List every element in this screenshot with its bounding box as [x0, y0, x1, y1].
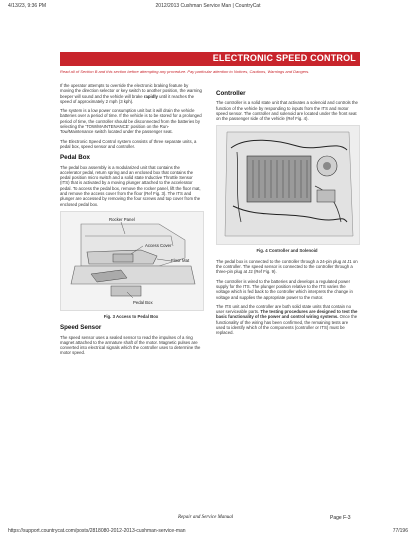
override-paragraph: [60, 83, 202, 104]
override-bold: rapidly: [143, 93, 158, 99]
figure-4-caption: Fig. 4 Controller and Solenoid: [256, 248, 318, 254]
figure-4-controller: [216, 125, 360, 245]
wiring-paragraph: The controller is wired to the batteries and develops a regulated power supply for the ITS. The plunger position relative to the ITS varies the voltage which is fed back to the controller which interprets the change in voltage and supplies the appropriate power to the motor.: [216, 278, 353, 300]
browser-url: https://support.countrycat.com/posts/2818080-2012-2013-cushman-service-man: [8, 528, 186, 534]
controller-solenoid-illustration: [217, 126, 359, 244]
system-paragraph: The Electronic Speed Control system consists of three separate units, a pedal box, speed sensor and controller.: [60, 138, 197, 149]
section-warning: Read all of Section B and this section before attempting any procedure. Pay particular attention to Notices, Cautions, Warnings and Dangers.: [60, 69, 310, 74]
banner-rule: [60, 65, 360, 66]
figure-3-caption: Fig. 3 Access to Pedal Box: [103, 313, 159, 319]
label-access-cover: Access Cover: [145, 242, 172, 248]
manual-title-footer: Repair and Service Manual: [178, 515, 234, 520]
section-title-banner: ELECTRONIC SPEED CONTROL: [60, 52, 360, 65]
pedal-box-illustration: [61, 212, 203, 310]
browser-page-count: 77/196: [392, 528, 408, 534]
figure-3-pedal-box: [60, 211, 204, 311]
label-pedal-box: Pedal Box: [133, 299, 153, 305]
browser-datetime: 4/13/23, 9:36 PM: [8, 3, 47, 9]
speed-sensor-heading: Speed Sensor: [60, 324, 102, 332]
testing-text-b: Once the functionality of the wiring has been confirmed, the remaining tests are used to identify which of the components (controller or ITS) must be replaced.: [216, 314, 358, 336]
pedal-box-heading: Pedal Box: [60, 154, 90, 162]
controller-heading: Controller: [216, 90, 246, 97]
testing-paragraph: [216, 304, 358, 336]
browser-page-title: 2012/2013 Cushman Service Man | CountryCat: [155, 3, 261, 9]
testing-text-a: The ITS unit and the controller are both solid state units that contain no user serviceable parts.: [216, 303, 351, 315]
pedal-box-paragraph: The pedal box assembly is a modularized unit that contains the accelerator pedal, return spring and an enclosed box that contains the pedal position micro switch and a solid state Inductive Throttle Sensor (ITS) that is activated by a moving plunger attached to the accelerator pedal. To access the pedal box, remove the rocker panel, lift the floor mat, and remove the access cover from the floor (Ref Fig. 3). The ITS and plunger are accessed by removing the four screws and top cover from the enclosed pedal box.: [60, 164, 201, 207]
label-rocker-panel: Rocker Panel: [109, 216, 135, 222]
override-text-b: until it reaches the speed of approximately 2 mph (3 kph).: [60, 93, 195, 104]
right-column: [216, 83, 358, 340]
connection-paragraph: The pedal box is connected to the controller through a 24-pin plug at J1 on the controller. The speed sensor is connected to the controller through a three-pin plug at J2 (Ref Fig. 9).: [216, 258, 358, 275]
controller-paragraph: The controller is a solid state unit that activates a solenoid and controls the function of the vehicle by responding to inputs from the ITS and motor speed sensor. The controller and solenoid are located under the front seat on the passenger side of the vehicle (Ref Fig. 4).: [216, 100, 358, 122]
label-floor-mat: Floor Mat: [171, 257, 190, 263]
override-text-a: If the operator attempts to override the electronic braking feature by moving the direction selector or key switch to another position, the warning beeper will sound and the vehicle will brake: [60, 83, 202, 99]
left-column: [60, 83, 202, 360]
testing-bold: The testing procedures are designed to test the basic functionality of the power and control wiring systems.: [216, 309, 358, 320]
speed-sensor-paragraph: The speed sensor uses a sealed sensor to read the impulses of a ring magnet attached to the armature shaft of the motor. Magnetic pulses are converted into electrical signals which the controller uses to determine the motor speed.: [60, 334, 201, 356]
storage-paragraph: The system is a low power consumption unit but it will drain the vehicle batteries over a period of time. If the vehicle is to be stored for a prolonged period of time, the controller should be disconnected from the batteries by selecting the 'TOW/MAINTENANCE' position on the Run-Tow/Maintenance switch located under the passenger seat.: [60, 108, 202, 135]
page-number: Page F-3: [330, 515, 351, 521]
